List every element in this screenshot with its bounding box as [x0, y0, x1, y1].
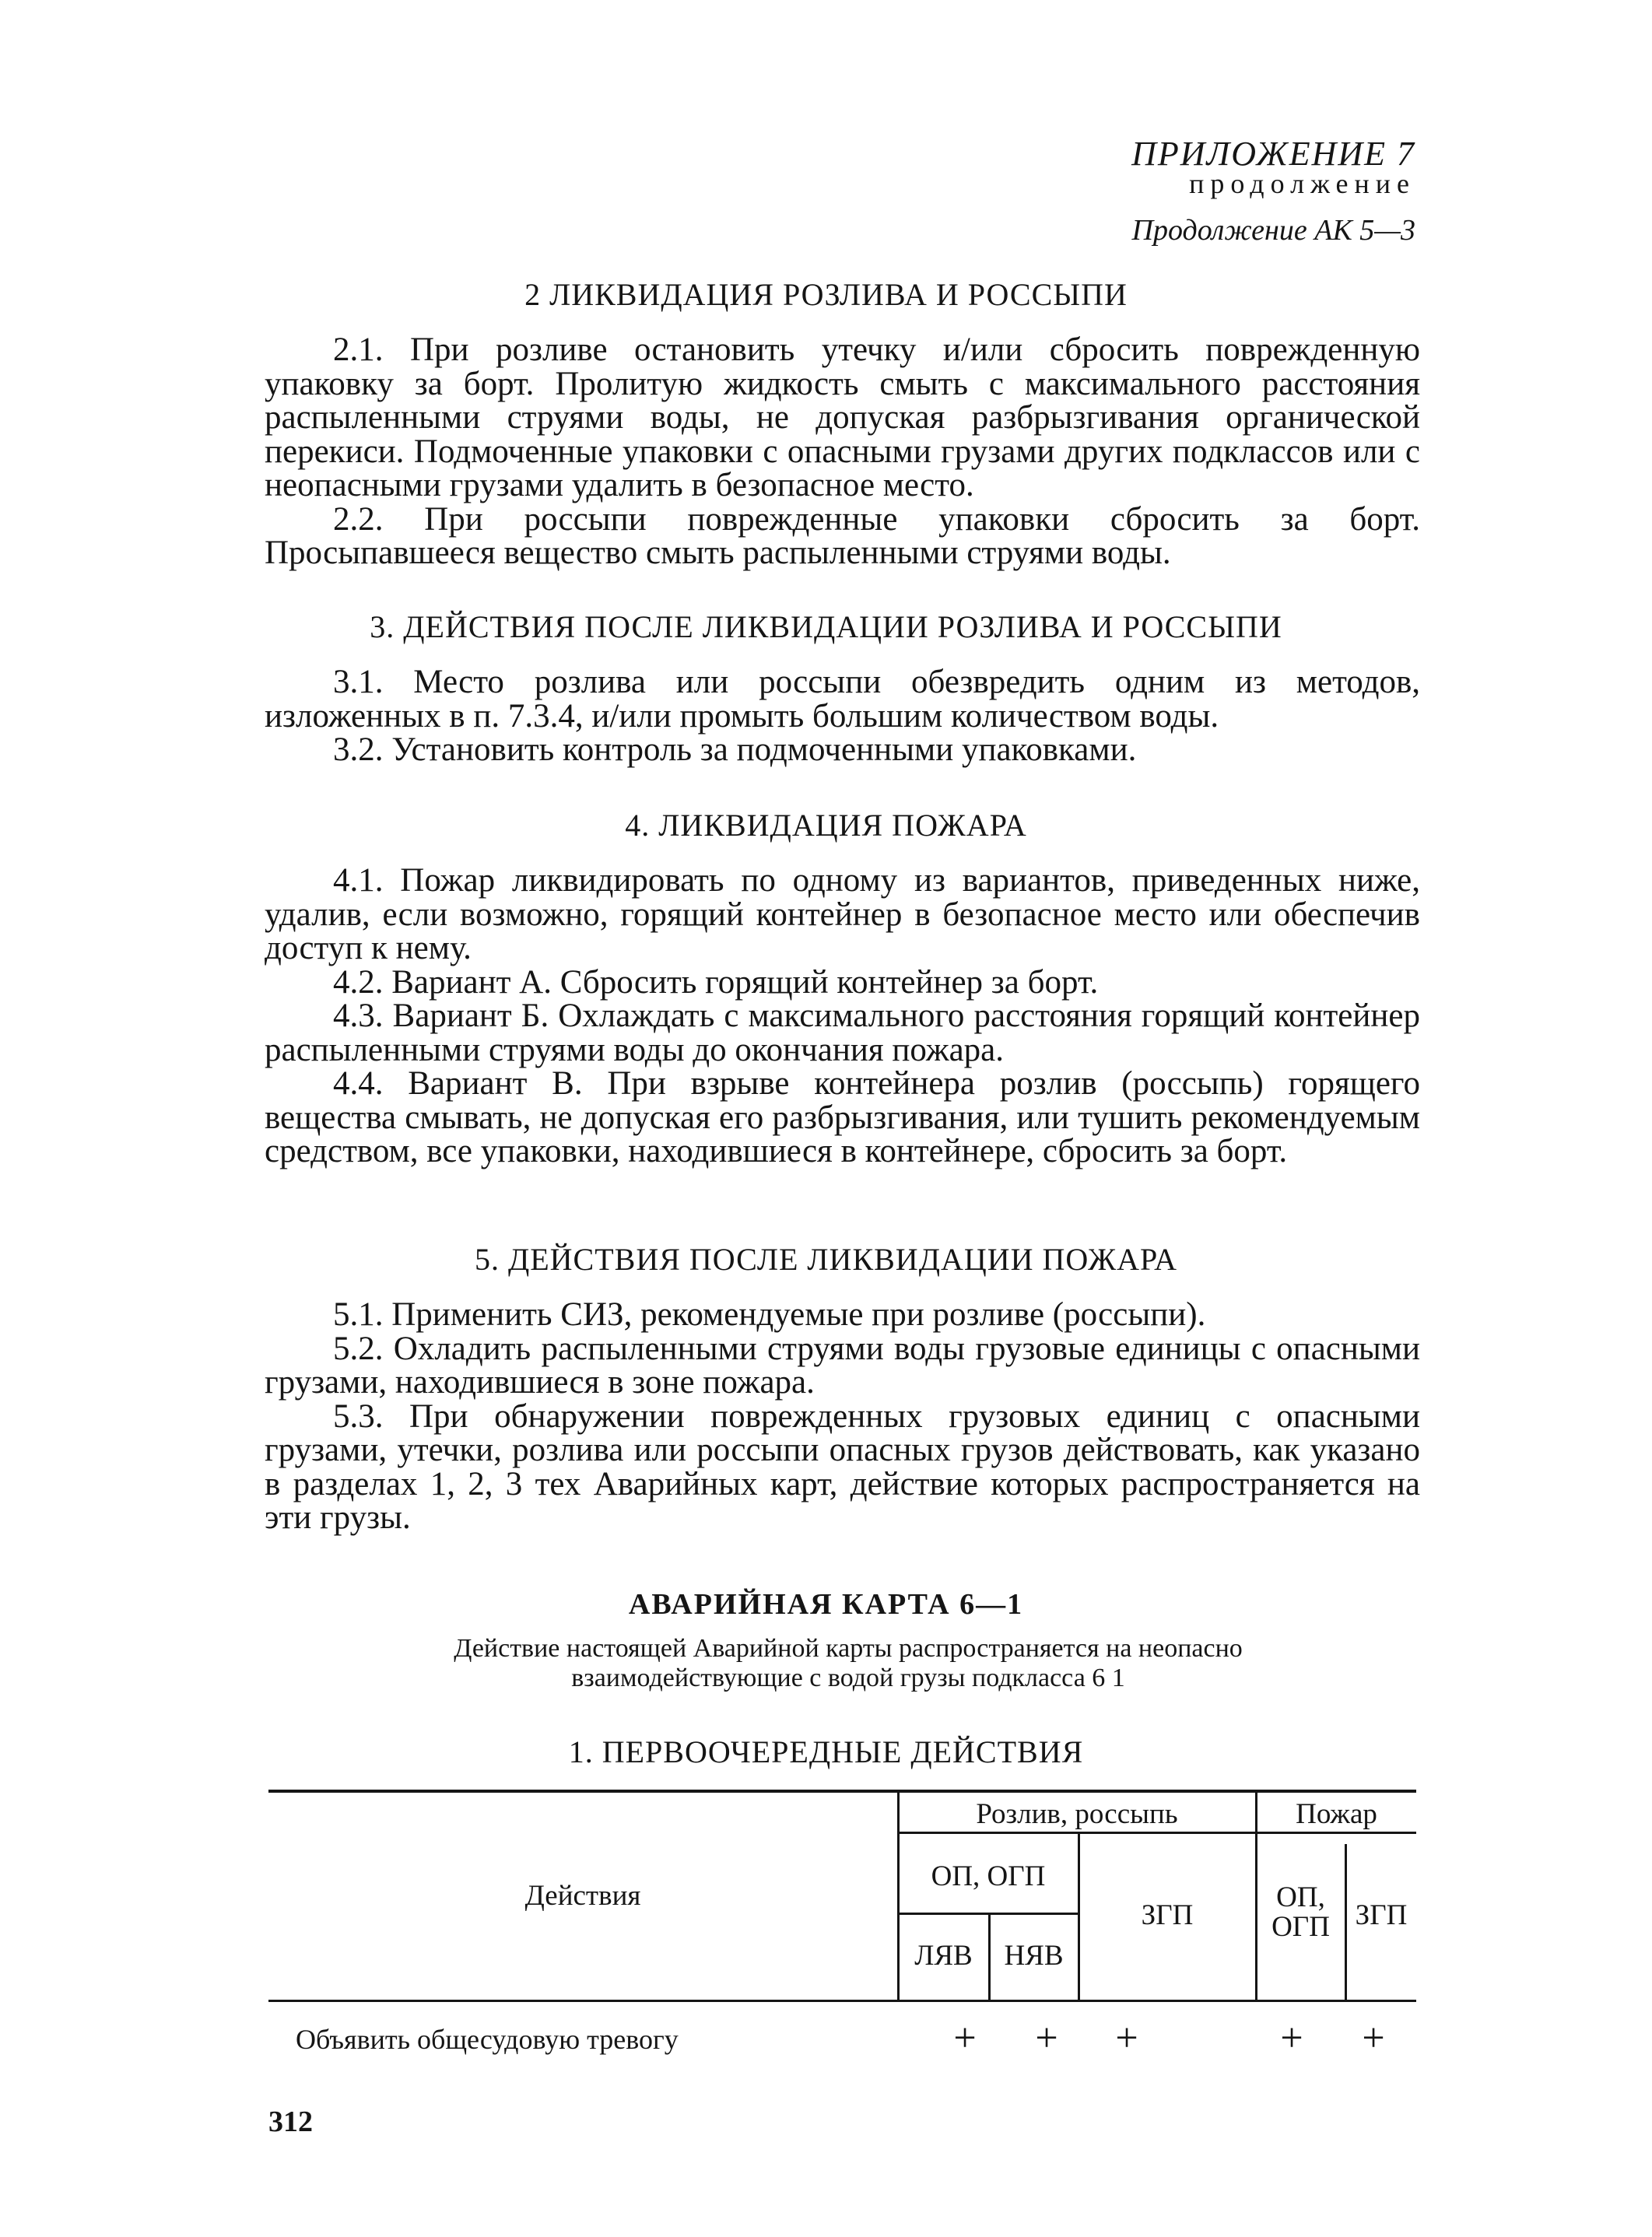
- section-body-4: [265, 864, 1420, 1169]
- mark-nyav: +: [1035, 2016, 1058, 2060]
- paragraph-4-2: 4.2. Вариант А. Сбросить горящий контейнер за борт.: [333, 963, 1099, 1001]
- fire-op-ogp-line2: ОГП: [1271, 1911, 1330, 1943]
- mark-spill-zgp: +: [1115, 2016, 1138, 2060]
- first-actions-heading: 1. ПЕРВООЧЕРЕДНЫЕ ДЕЙСТВИЯ: [568, 1734, 1084, 1769]
- page-number: 312: [268, 2106, 313, 2138]
- fire-zgp-header: ЗГП: [1355, 1899, 1408, 1931]
- table-header-bottom-rule: [268, 2000, 1416, 2002]
- fire-group-header: Пожар: [1296, 1798, 1377, 1830]
- spill-zgp-header: ЗГП: [1141, 1899, 1194, 1931]
- paragraph-2-2: 2.2. При россыпи поврежденные упаковки сбросить за борт. Просыпавшееся вещество смыть распыленными струями воды.: [265, 500, 1420, 571]
- appendix-title: ПРИЛОЖЕНИЕ 7: [1131, 135, 1415, 173]
- paragraph-5-2: 5.2. Охладить распыленными струями воды грузовые единицы с опасными грузами, находившиеся в зоне пожара.: [265, 1330, 1420, 1401]
- paragraph-4-1: 4.1. Пожар ликвидировать по одному из вариантов, приведенных ниже, удалив, если возможно, горящий контейнер в безопасное место или обеспечив доступ к нему.: [265, 862, 1420, 966]
- section-body-5: [265, 1298, 1420, 1535]
- paragraph-4-3: 4.3. Вариант Б. Охлаждать с максимального расстояния горящий контейнер распыленными струями воды до окончания пожара.: [265, 998, 1420, 1068]
- table-top-rule: [268, 1790, 1416, 1793]
- fire-op-ogp-line1: ОП,: [1276, 1881, 1325, 1913]
- paragraph-5-1: 5.1. Применить СИЗ, рекомендуемые при розливе (россыпи).: [333, 1296, 1206, 1333]
- nyav-header: НЯВ: [1004, 1940, 1064, 1972]
- paragraph-3-2: 3.2. Установить контроль за подмоченными упаковками.: [333, 731, 1137, 768]
- section-heading-3: 3. ДЕЙСТВИЯ ПОСЛЕ ЛИКВИДАЦИИ РОЗЛИВА И РОССЫПИ: [370, 609, 1282, 644]
- fire-group-rule: [1257, 1832, 1416, 1834]
- lyav-header: ЛЯВ: [914, 1940, 973, 1972]
- op-ogp-header: ОП, ОГП: [931, 1860, 1046, 1892]
- mark-fire-op-ogp: +: [1280, 2016, 1303, 2060]
- spill-group-header: Розлив, россыпь: [976, 1798, 1178, 1830]
- fire-op-ogp-header: [1257, 1883, 1345, 1942]
- section-body-2: [265, 333, 1420, 570]
- paragraph-3-1: 3.1. Место розлива или россыпи обезвредить одним из методов, изложенных в п. 7.3.4, и/или промыть большим количеством воды.: [265, 664, 1420, 735]
- emergency-card-title: АВАРИЙНАЯ КАРТА 6—1: [628, 1588, 1024, 1621]
- paragraph-2-1: 2.1. При розливе остановить утечку и/или сбросить поврежденную упаковку за борт. Пролитую жидкость смыть с максимального расстояния распыленными струями воды, не допуская разбрызгивания органической перекиси. Подмоченные упаковки с опасными грузами других подклассов или с неопасными грузами удалить в безопасное место.: [265, 331, 1420, 503]
- section-body-3: [265, 665, 1420, 767]
- actions-column-header: Действия: [524, 1880, 641, 1912]
- appendix-continuation: продолжение: [1189, 168, 1415, 199]
- table-row-action: Объявить общесудовую тревогу: [296, 2024, 679, 2055]
- mark-lyav: +: [953, 2016, 977, 2060]
- paragraph-5-3: 5.3. При обнаружении поврежденных грузовых единиц с опасными грузами, утечки, розлива или россыпи опасных грузов действовать, как указано в разделах 1, 2, 3 тех Аварийных карт, действие которых распространяется на эти грузы.: [265, 1397, 1420, 1536]
- mark-fire-zgp: +: [1362, 2016, 1385, 2060]
- section-heading-4: 4. ЛИКВИДАЦИЯ ПОЖАРА: [625, 808, 1027, 843]
- section-heading-5: 5. ДЕЙСТВИЯ ПОСЛЕ ЛИКВИДАЦИИ ПОЖАРА: [474, 1242, 1178, 1277]
- section-heading-2: 2 ЛИКВИДАЦИЯ РОЗЛИВА И РОССЫПИ: [524, 277, 1128, 312]
- emergency-card-description: Действие настоящей Аварийной карты распространяется на неопасно взаимодействующие с водой грузы подкласса 6 1: [454, 1634, 1243, 1692]
- paragraph-4-4: 4.4. Вариант В. При взрыве контейнера розлив (россыпь) горящего вещества смывать, не допуская его разбрызгивания, или тушить рекомендуемым средством, все упаковки, находившиеся в контейнере, сбросить за борт.: [265, 1065, 1420, 1169]
- card-continuation: Продолжение АК 5—3: [1131, 214, 1415, 247]
